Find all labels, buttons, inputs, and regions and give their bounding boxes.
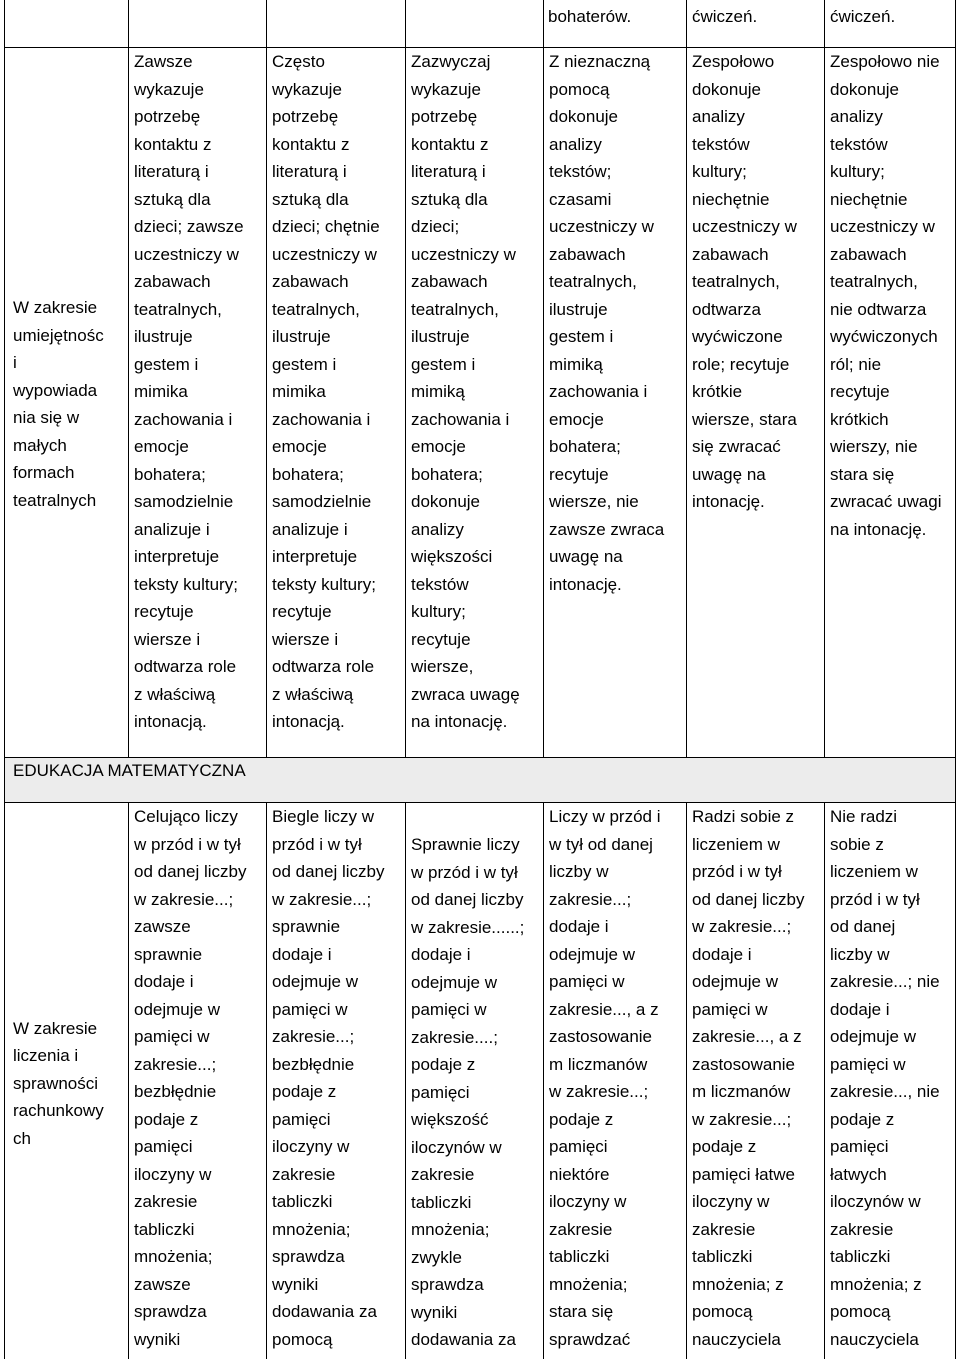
grade-cell-theatre-4: Z nieznaczną pomocą dokonuje analizy tekstów; czasami uczestniczy w zabawach teatralnych, ilustruje gestem i mimiką zachowania i emocje bohatera; recytuje wiersze, nie zawsze zwraca uwagę na intonację. [549,52,665,594]
rule-col-2-upper [266,0,267,758]
rule-col-7-upper [955,0,956,758]
rule-col-4-upper [543,0,544,758]
grade-cell-counting-1: Celująco liczy w przód i w tył od danej liczby w zakresie...; zawsze sprawnie dodaje i odejmuje w pamięci w zakresie...; bezbłędnie podaje z pamięci iloczyny w zakresie tabliczki mnożenia; zawsze sprawdza wyniki [134,807,247,1349]
grading-table [4,0,956,1359]
grade-cell-counting-2: Biegle liczy w przód i w tył od danej liczby w zakresie...; sprawnie dodaje i odejmuje w pamięci w zakresie...; bezbłędnie podaje z pamięci iloczyny w zakresie tabliczki mnożenia; sprawdza wyniki dodawania za pomocą [272,807,385,1349]
category-counting-skills: W zakresie liczenia i sprawności rachunkowy ch [13,1018,104,1148]
category-theatre-skills: W zakresie umiejętnośc i wypowiada nia się w małych formach teatralnych [13,298,104,510]
rule-col-5-lower [686,802,687,1359]
grade-cell-counting-5: Radzi sobie z liczeniem w przód i w tył od danej liczby w zakresie...; dodaje i odejmuje w pamięci w zakresie..., a z zastosowanie m liczmanów w zakresie...; podaje z pamięci łatwe iloczyny w zakresie tabliczki mnożenia; z pomocą nauczyciela [692,807,805,1349]
rule-top-row-bottom [4,47,956,48]
rule-col-1-upper [128,0,129,758]
grade-cell-theatre-2: Często wykazuje potrzebę kontaktu z literaturą i sztuką dla dzieci; chętnie uczestniczy w zabawach teatralnych, ilustruje gestem i mimika zachowania i emocje bohatera; samodzielnie analizuje i interpretuje teksty kultury; recytuje wiersze i odtwarza role z właściwą intonacją. [272,52,380,731]
section-title-math: EDUKACJA MATEMATYCZNA [13,761,246,780]
rule-col-7-lower [955,802,956,1359]
grade-cell-theatre-6: Zespołowo nie dokonuje analizy tekstów kultury; niechętnie uczestniczy w zabawach teatralnych, nie odtwarza wyćwiczonych ról; nie recytuje krótkich wierszy, nie stara się zwracać uwagi na intonację. [830,52,942,539]
cell-top-col4: bohaterów. [548,7,632,26]
rule-col-4-lower [543,802,544,1359]
rule-col-3-upper [405,0,406,758]
cell-top-col6: ćwiczeń. [830,7,896,26]
rule-section-right [955,757,956,803]
rule-section-top [4,757,956,758]
rule-col-5-upper [686,0,687,758]
rule-col-6-lower [824,802,825,1359]
cell-top-col5: ćwiczeń. [692,7,758,26]
rule-col-1-lower [128,802,129,1359]
rule-col-2-lower [266,802,267,1359]
grade-cell-theatre-5: Zespołowo dokonuje analizy tekstów kultury; niechętnie uczestniczy w zabawach teatralnych, odtwarza wyćwiczone role; recytuje krótkie wiersze, stara się zwracać uwagę na intonację. [692,52,797,511]
grade-cell-counting-4: Liczy w przód i w tył od danej liczby w zakresie...; dodaje i odejmuje w pamięci w zakresie..., a z zastosowanie m liczmanów w zakresie...; podaje z pamięci niektóre iloczyny w zakresie tabliczki mnożenia; stara się sprawdzać [549,807,661,1349]
rule-col-0-lower [4,802,5,1359]
rule-col-6-upper [824,0,825,758]
rule-section-bottom [4,802,956,803]
rule-col-0-upper [4,0,5,758]
grade-cell-theatre-3: Zazwyczaj wykazuje potrzebę kontaktu z literaturą i sztuką dla dzieci; uczestniczy w zabawach teatralnych, ilustruje gestem i mimiką zachowania i emocje bohatera; dokonuje analizy większości tekstów kultury; recytuje wiersze, zwraca uwagę na intonację. [411,52,520,731]
grade-cell-theatre-1: Zawsze wykazuje potrzebę kontaktu z literaturą i sztuką dla dzieci; zawsze uczestniczy w zabawach teatralnych, ilustruje gestem i mimika zachowania i emocje bohatera; samodzielnie analizuje i interpretuje teksty kultury; recytuje wiersze i odtwarza role z właściwą intonacją. [134,52,244,731]
grade-cell-counting-3: Sprawnie liczy w przód i w tył od danej liczby w zakresie......; dodaje i odejmuje w pamięci w zakresie....; podaje z pamięci większość iloczynów w zakresie tabliczki mnożenia; zwykle sprawdza wyniki dodawania za [411,835,525,1349]
rule-section-left [4,757,5,803]
grade-cell-counting-6: Nie radzi sobie z liczeniem w przód i w tył od danej liczby w zakresie...; nie dodaje i odejmuje w pamięci w zakresie..., nie podaje z pamięci łatwych iloczynów w zakresie tabliczki mnożenia; z pomocą nauczyciela [830,807,940,1349]
rule-col-3-lower [405,802,406,1359]
